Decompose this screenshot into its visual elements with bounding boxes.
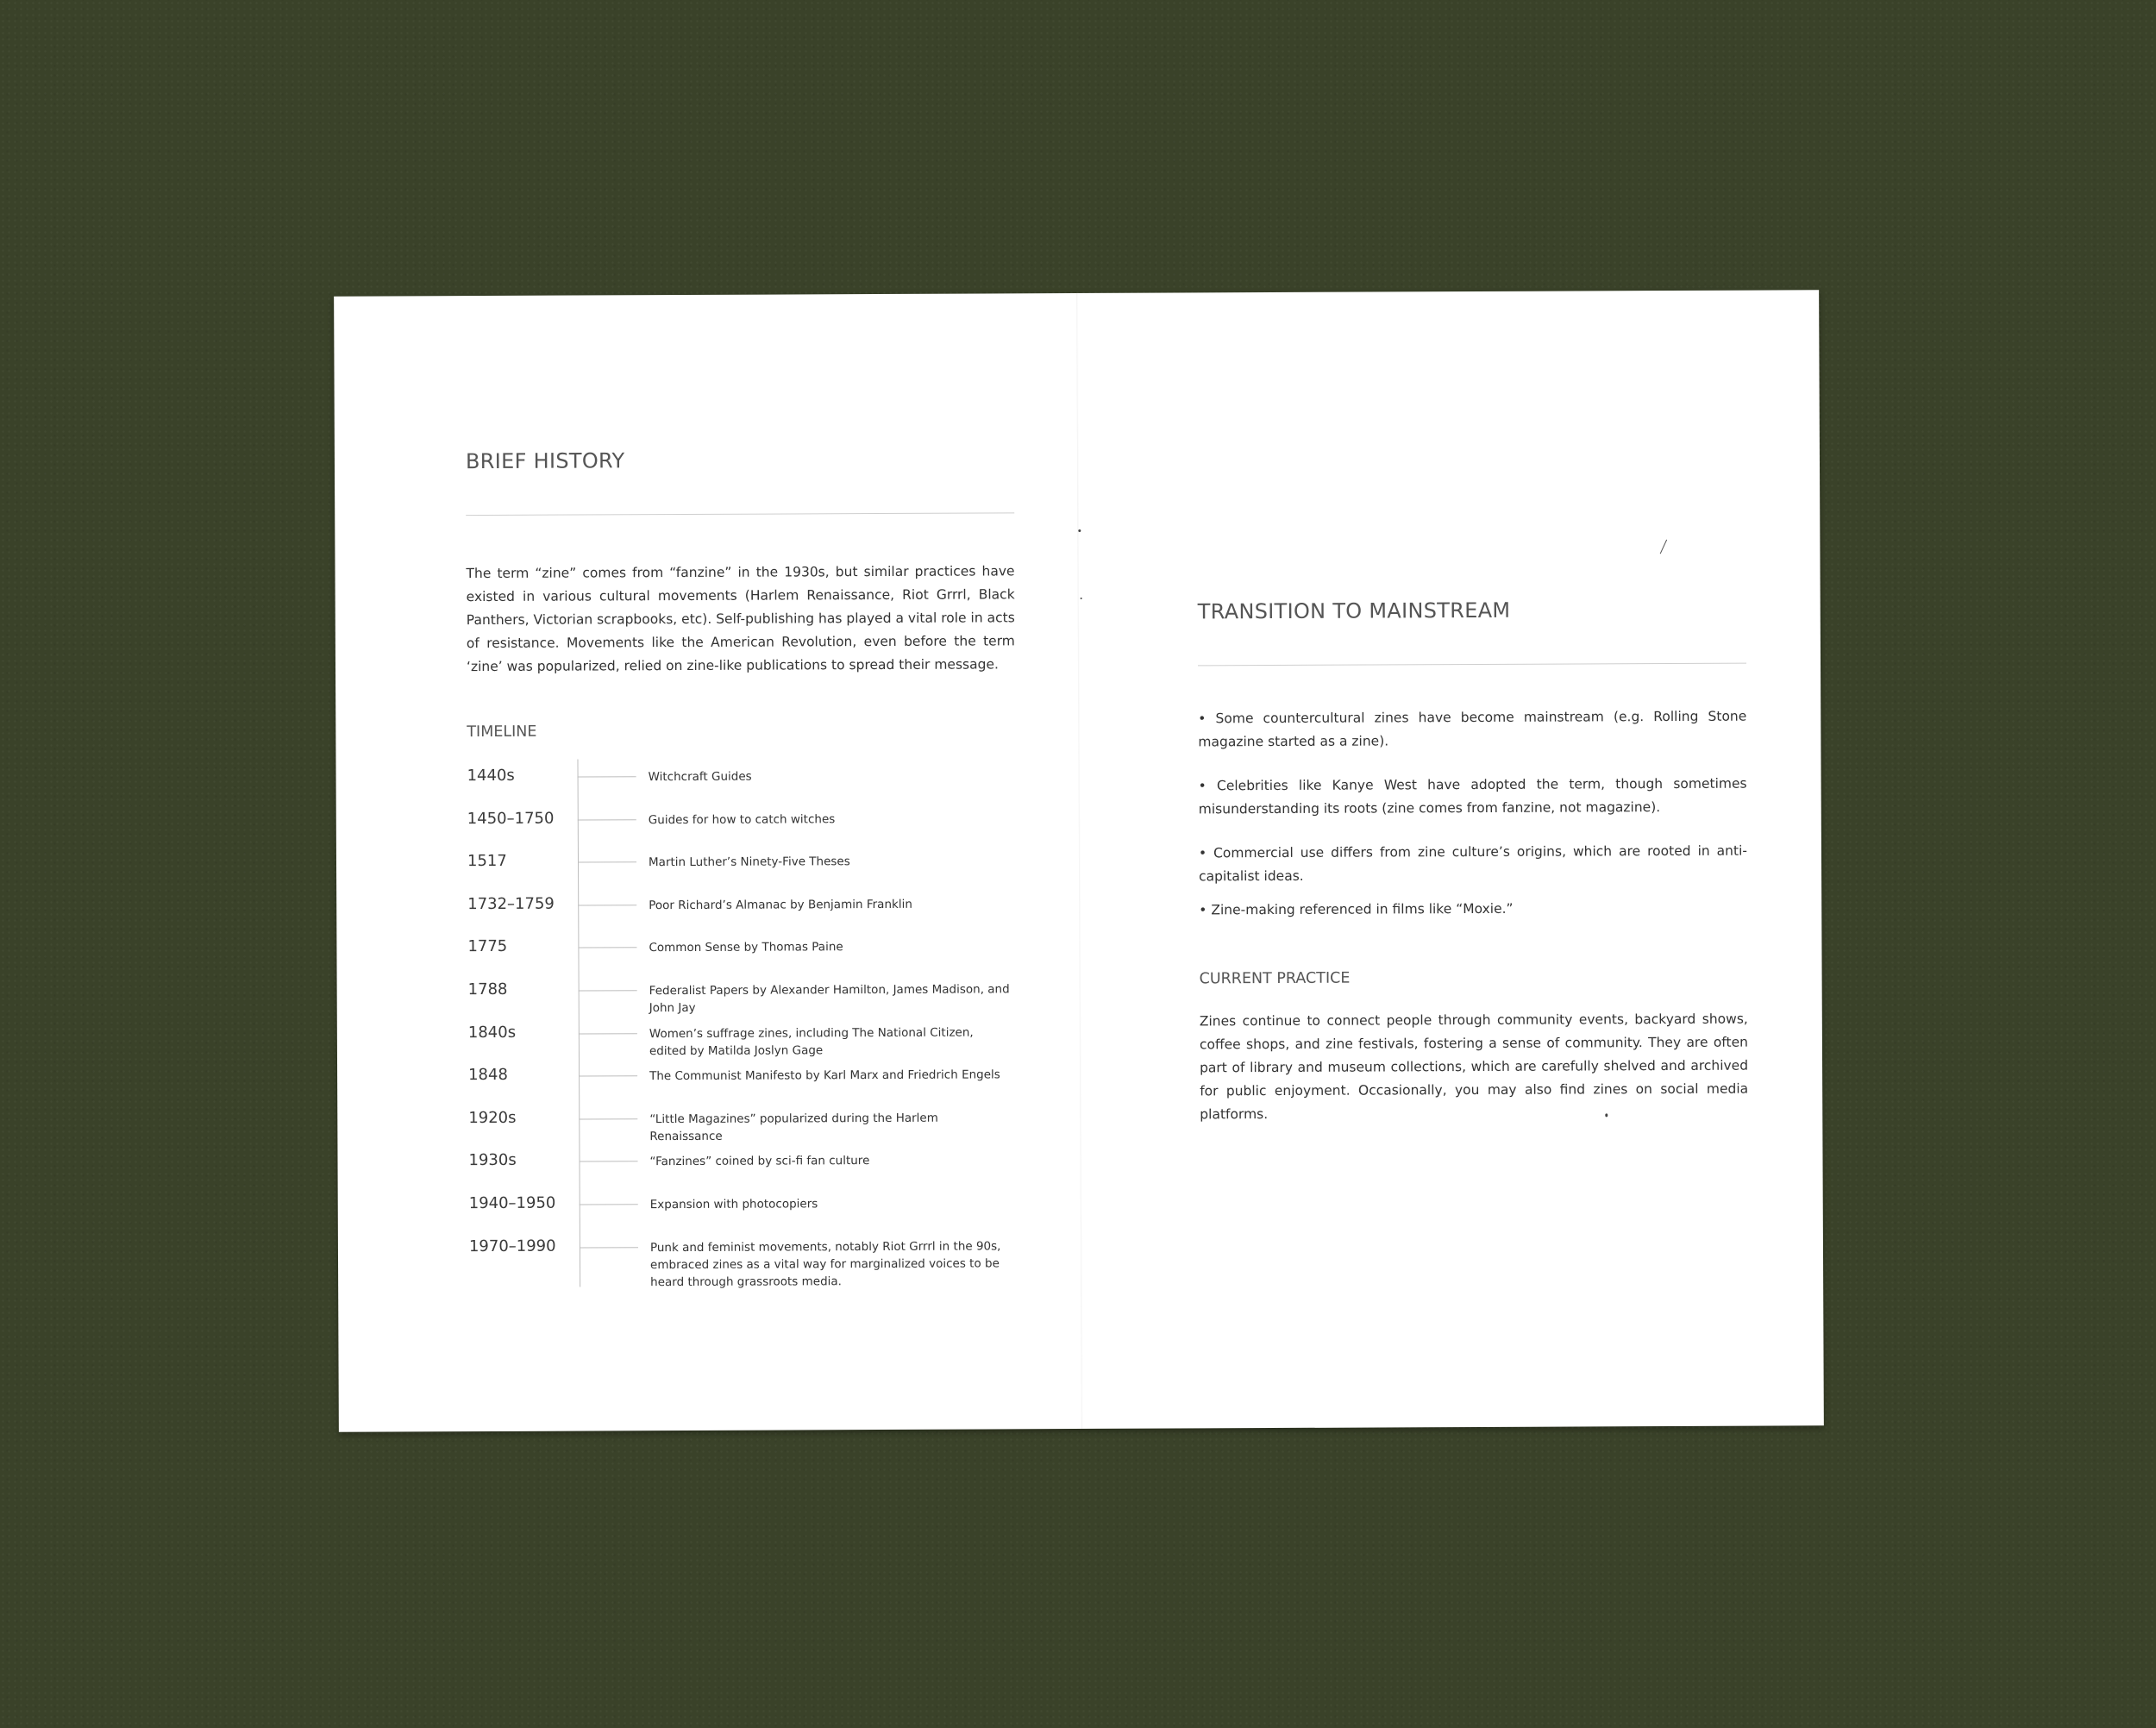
timeline-tick (578, 819, 636, 820)
timeline-row (467, 757, 1015, 802)
timeline-year: 1775 (467, 937, 508, 956)
mainstream-bullets (1198, 705, 1747, 923)
timeline-row (469, 1185, 1018, 1230)
list-item: • Commercial use differs from zine culture’s origins, which are rooted in anti-capitalist ideas. (1198, 842, 1747, 885)
timeline-year: 1920s (468, 1108, 517, 1127)
transition-heading: TRANSITION TO MAINSTREAM (1197, 598, 1511, 624)
timeline-tick (578, 776, 636, 777)
timeline-tick (580, 1161, 638, 1162)
timeline-tick (579, 990, 637, 991)
timeline-year: 1440s (467, 766, 515, 786)
timeline-row (468, 1228, 1018, 1289)
timeline-event: Women’s suffrage zines, including The National Citizen, edited by Matilda Joslyn Gage (649, 1025, 974, 1058)
right-page (1198, 598, 1749, 1127)
timeline-row (467, 843, 1016, 888)
timeline-row (467, 929, 1016, 974)
list-item: • Some countercultural zines have become mainstream (e.g. Rolling Stone magazine started as a zine). (1198, 708, 1747, 750)
timeline-year: 1970–1990 (468, 1237, 556, 1255)
timeline-tick (580, 1204, 638, 1205)
timeline-event: Martin Luther’s Ninety-Five Theses (648, 855, 850, 870)
timeline-tick (579, 1118, 637, 1119)
timeline-tick (578, 861, 636, 862)
list-item: • Celebrities like Kanye West have adopted the term, though sometimes misunderstanding its roots (zine comes from fanzine, not magazine). (1198, 775, 1747, 817)
timeline-year: 1840s (467, 1023, 517, 1042)
timeline-year: 1450–1750 (467, 809, 555, 828)
timeline-event: Guides for how to catch witches (648, 811, 836, 827)
timeline-event: Witchcraft Guides (648, 769, 752, 785)
timeline-row (468, 1014, 1017, 1059)
timeline-year: 1848 (468, 1066, 508, 1085)
timeline-event: Expansion with photocopiers (649, 1197, 818, 1212)
heading-divider (466, 512, 1014, 516)
timeline-event: Poor Richard’s Almanac by Benjamin Franklin (649, 897, 912, 912)
pen-mark (1660, 540, 1667, 554)
zine-spread (334, 290, 1824, 1432)
current-practice-body: Zines continue to connect people through community events, backyard shows, coffee shops, and zine festivals, fostering a sense of community. They are often part of library and museum collections, which are carefully shelved and archived for public enjoyment. Occasionally, you may also find zines on social media platforms. (1199, 1011, 1749, 1123)
timeline-row (467, 800, 1016, 845)
timeline-event: Federalist Papers by Alexander Hamilton, James Madison, and John Jay (649, 982, 1010, 1016)
timeline-year: 1930s (468, 1151, 517, 1170)
timeline-event: “Little Magazines” popularized during the Harlem Renaissance (649, 1111, 938, 1143)
brief-history-heading: BRIEF HISTORY (465, 448, 625, 474)
timeline-event: The Communist Manifesto by Karl Marx and Friedrich Engels (649, 1067, 1000, 1084)
brief-history-intro: The term “zine” comes from “fanzine” in the 1930s, but similar practices have existed in various cultural movements (Harlem Renaissance, Riot Grrrl, Black Panthers, Victorian scrapbooks, etc). Self-publishing has played a vital role in acts of resistance. Movements like the American Revolution, even before the term ‘zine’ was popularized, relied on zine-like publications to spread their message. (466, 563, 1015, 675)
paper-speck (1605, 1113, 1608, 1117)
paper-speck (1078, 529, 1081, 532)
timeline-year: 1732–1759 (467, 894, 555, 913)
paper-speck (1081, 598, 1082, 599)
timeline-year: 1788 (467, 980, 508, 999)
left-page (465, 447, 1018, 1289)
center-fold (1076, 293, 1083, 1429)
timeline (467, 757, 1018, 1289)
timeline-row (467, 886, 1016, 930)
timeline-event: “Fanzines” coined by sci-fi fan culture (649, 1154, 870, 1169)
timeline-year: 1940–1950 (468, 1193, 556, 1213)
timeline-event: Common Sense by Thomas Paine (649, 940, 843, 955)
current-practice-heading: CURRENT PRACTICE (1199, 969, 1351, 988)
timeline-tick (579, 1075, 637, 1076)
timeline-row (468, 1056, 1017, 1101)
timeline-year: 1517 (467, 852, 507, 871)
timeline-tick (579, 1033, 637, 1034)
timeline-row (468, 1143, 1017, 1187)
timeline-row (468, 971, 1017, 1016)
timeline-tick (580, 1247, 638, 1248)
timeline-tick (578, 948, 636, 949)
timeline-event: Punk and feminist movements, notably Riot Grrrl in the 90s, embraced zines as a vital way for marginalized voices to be heard through grassroots media. (649, 1238, 1001, 1289)
timeline-row (468, 1099, 1017, 1144)
list-item: • Zine-making referenced in films like “Moxie.” (1199, 900, 1514, 918)
timeline-heading: TIMELINE (467, 723, 537, 742)
heading-divider (1198, 663, 1746, 667)
